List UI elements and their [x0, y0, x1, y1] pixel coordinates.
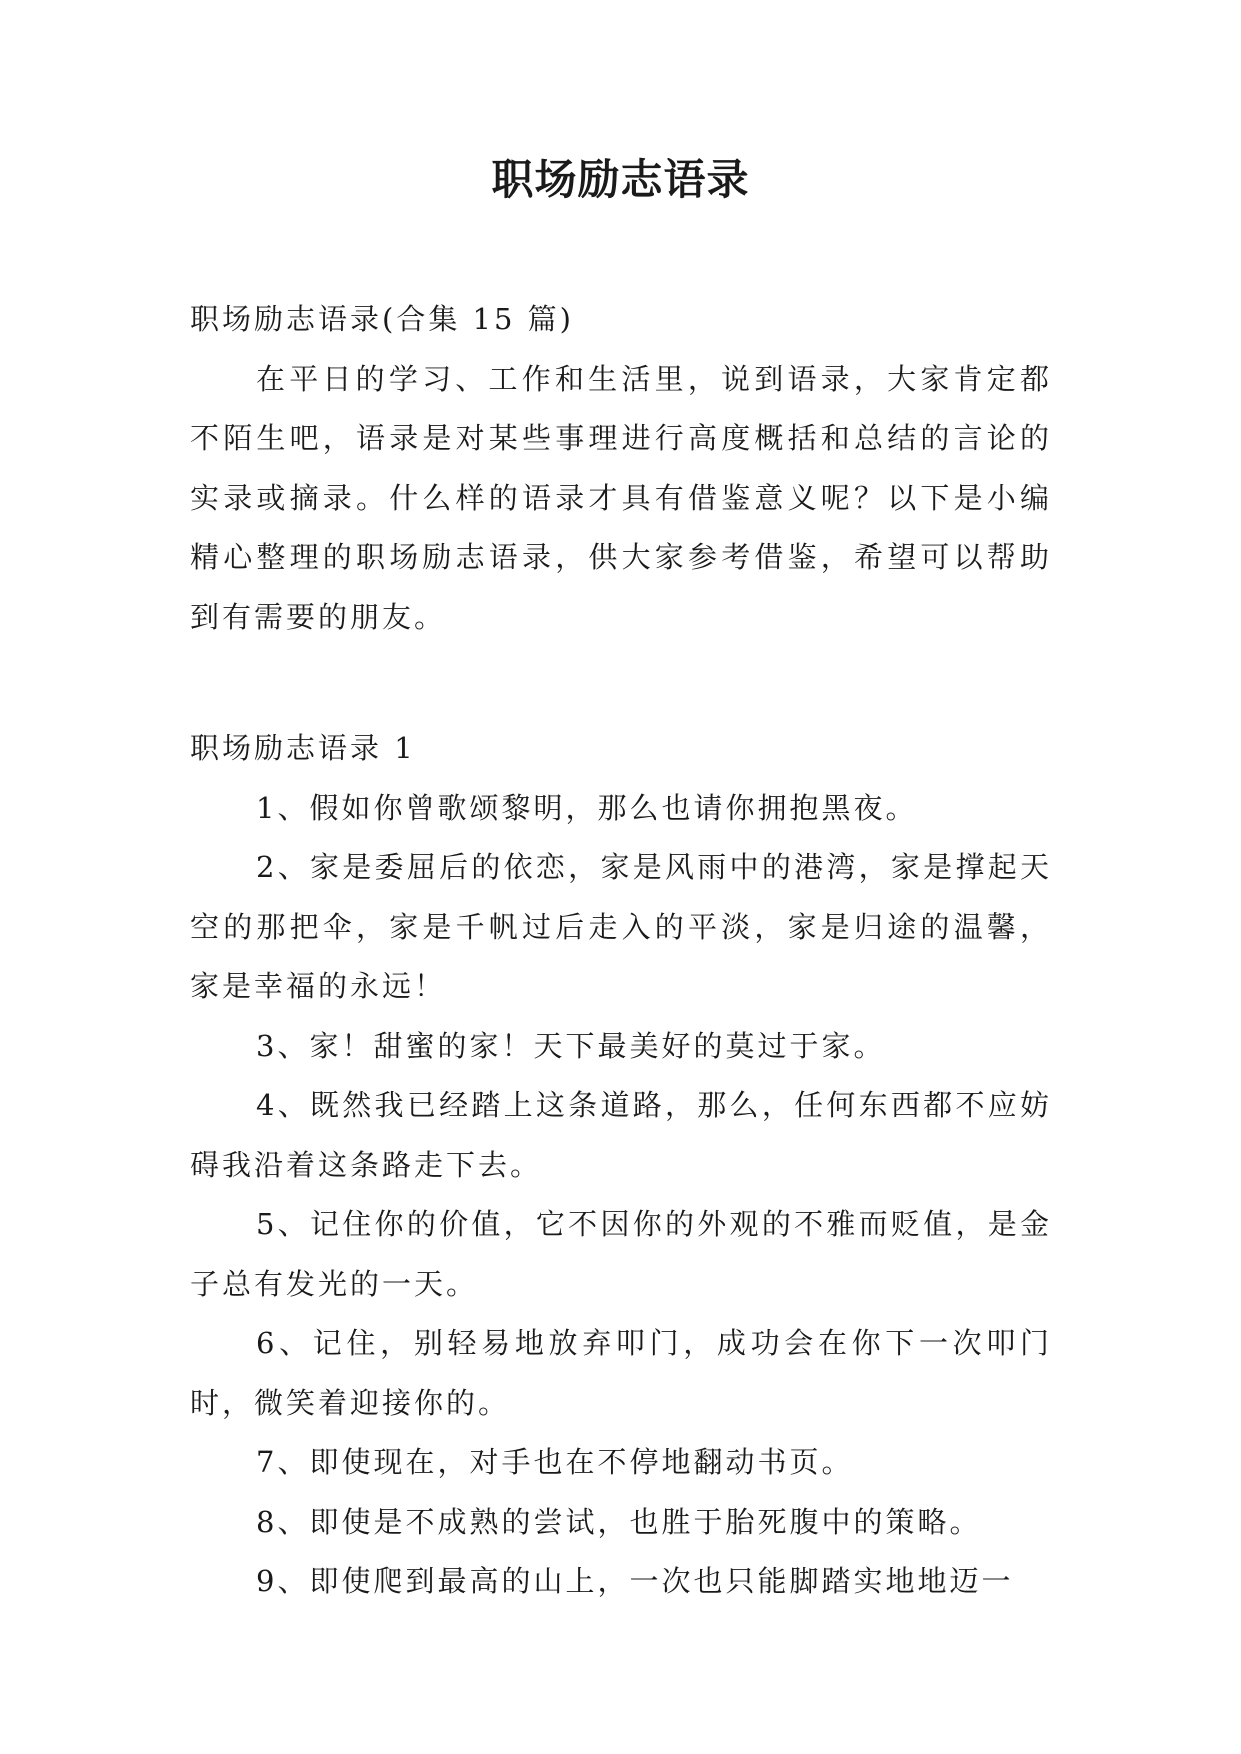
section-gap — [190, 647, 1052, 719]
intro-paragraph: 在平日的学习、工作和生活里，说到语录，大家肯定都不陌生吧，语录是对某些事理进行高度概括和总结的言论的实录或摘录。什么样的语录才具有借鉴意义呢？以下是小编精心整理的职场励志语录，供大家参考借鉴，希望可以帮助到有需要的朋友。 — [190, 361, 1052, 634]
document-title: 职场励志语录 — [491, 155, 750, 204]
document-body — [190, 290, 1052, 1612]
quote-item: 8、即使是不成熟的尝试，也胜于胎死腹中的策略。 — [256, 1504, 982, 1539]
quote-item: 4、既然我已经踏上这条道路，那么，任何东西都不应妨碍我沿着这条路走下去。 — [190, 1088, 1052, 1182]
section-heading: 职场励志语录 1 — [190, 731, 416, 765]
quote-item: 9、即使爬到最高的山上，一次也只能脚踏实地地迈一 — [256, 1564, 1014, 1598]
quote-item: 3、家！甜蜜的家！天下最美好的莫过于家。 — [256, 1028, 886, 1063]
quote-item: 5、记住你的价值，它不因你的外观的不雅而贬值，是金子总有发光的一天。 — [190, 1207, 1052, 1301]
quote-item: 6、记住，别轻易地放弃叩门，成功会在你下一次叩门时，微笑着迎接你的。 — [190, 1326, 1052, 1420]
quote-item: 2、家是委屈后的依恋，家是风雨中的港湾，家是撑起天空的那把伞，家是千帆过后走入的平淡，家是归途的温馨，家是幸福的永远！ — [190, 850, 1052, 1003]
collection-subtitle: 职场励志语录(合集 15 篇) — [190, 302, 574, 336]
quote-item: 1、假如你曾歌颂黎明，那么也请你拥抱黑夜。 — [256, 790, 918, 825]
quote-item: 7、即使现在，对手也在不停地翻动书页。 — [256, 1445, 854, 1479]
